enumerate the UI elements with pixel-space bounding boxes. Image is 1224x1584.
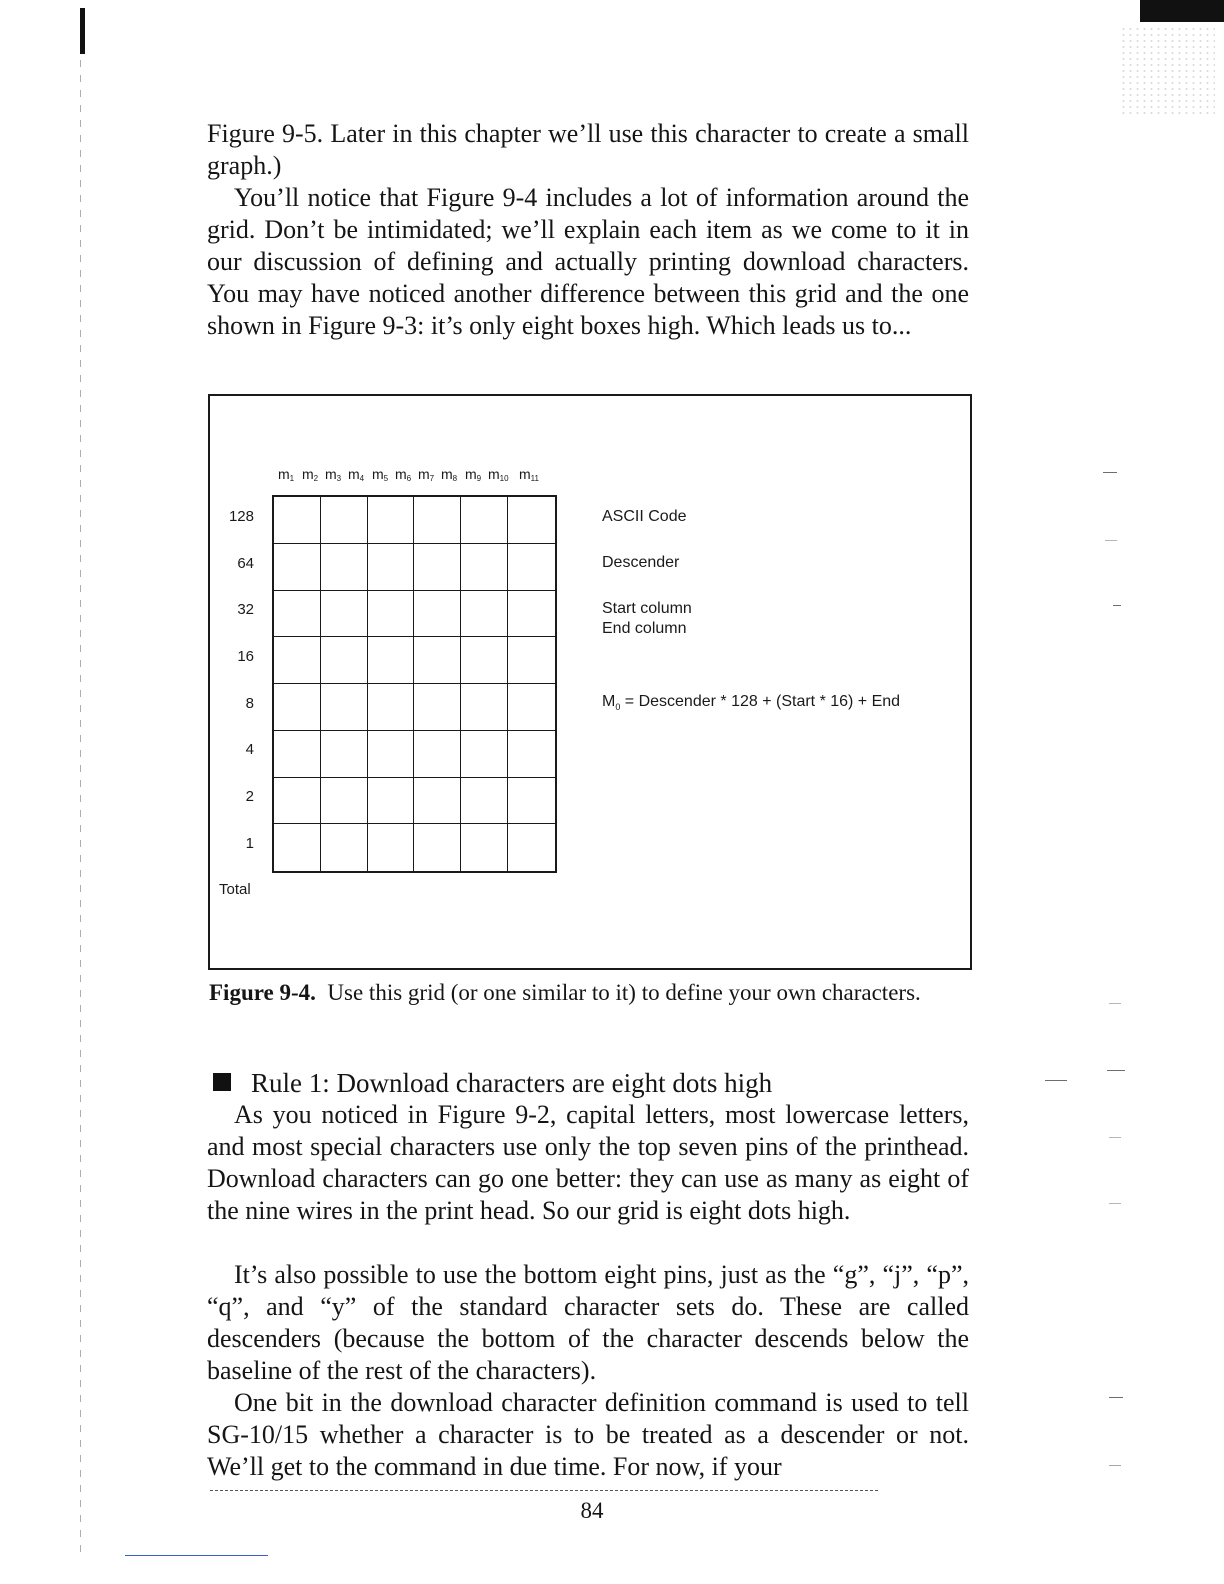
paragraph: It’s also possible to use the bottom eight pins, just as the “g”, “j”, “p”, “q”, and “y” of the standard character sets do. These are called descenders (because the bottom of the character descends below the baseline of the rest of the characters). <box>207 1260 969 1385</box>
scan-artifact-tick <box>1109 1003 1121 1004</box>
caption-text: Use this grid (or one similar to it) to define your own characters. <box>327 980 921 1005</box>
scan-artifact-tick <box>1103 472 1117 473</box>
grid-cell <box>274 544 321 591</box>
column-label: $m_{11}$ <box>519 466 539 483</box>
grid-cell <box>321 778 368 825</box>
row-label: 32 <box>237 601 254 618</box>
grid-cell <box>274 731 321 778</box>
grid-cell <box>321 824 368 871</box>
grid-cell <box>508 637 555 684</box>
annotation-end-column: End column <box>602 620 687 637</box>
row-label: 8 <box>245 695 254 712</box>
column-label: $m_7$ <box>418 466 435 483</box>
grid-cell <box>321 591 368 638</box>
row-label: 64 <box>237 555 254 572</box>
grid-cell <box>274 684 321 731</box>
column-label: $m_2$ <box>302 466 319 483</box>
footer-rule <box>210 1490 878 1491</box>
grid-cell <box>461 731 508 778</box>
grid-cell <box>368 497 415 544</box>
row-label: 16 <box>237 648 254 665</box>
scan-artifact-right-bar <box>1140 0 1224 22</box>
grid-cell <box>461 637 508 684</box>
total-label: Total <box>219 881 251 898</box>
grid-cell <box>414 591 461 638</box>
grid-cell <box>274 778 321 825</box>
scan-artifact-tick <box>1109 1203 1121 1204</box>
row-label: 1 <box>245 835 254 852</box>
grid-cell <box>321 497 368 544</box>
grid-cell <box>274 591 321 638</box>
paragraph: Figure 9-5. Later in this chapter we’ll use this character to create a small graph.) <box>207 119 969 180</box>
figure-caption <box>209 977 970 1008</box>
column-label: $m_6$ <box>395 466 412 483</box>
section-heading-text: Rule 1: Download characters are eight dots high <box>251 1068 773 1098</box>
grid-cell <box>368 637 415 684</box>
column-label: $m_3$ <box>325 466 342 483</box>
column-label: $m_1$ <box>278 466 295 483</box>
scan-artifact-left-bar <box>80 8 85 54</box>
square-bullet-icon <box>213 1073 231 1091</box>
column-label: $m_8$ <box>441 466 458 483</box>
annotation-ascii-code: ASCII Code <box>602 508 687 525</box>
caption-label: Figure 9-4. <box>209 980 316 1005</box>
scan-artifact-tick <box>1109 1465 1121 1466</box>
grid-cell <box>508 684 555 731</box>
grid-cell <box>461 824 508 871</box>
grid-cell <box>321 731 368 778</box>
grid-cell <box>508 778 555 825</box>
scan-artifact-tick <box>1045 1080 1067 1081</box>
paragraph: One bit in the download character definition command is used to tell SG-10/15 whether a character is to be treated as a descender or not. We’ll get to the command in due time. For now, if your <box>207 1388 969 1481</box>
row-label: 2 <box>245 788 254 805</box>
grid-cell <box>321 544 368 591</box>
grid-cell <box>508 544 555 591</box>
grid-cell <box>414 778 461 825</box>
grid-cell <box>414 637 461 684</box>
grid-cell <box>414 684 461 731</box>
grid-cell <box>508 591 555 638</box>
column-label: $m_5$ <box>372 466 389 483</box>
scan-artifact-left-edge <box>80 60 81 1560</box>
scan-artifact-bottom-line <box>125 1555 268 1556</box>
scan-artifact-tick <box>1113 605 1121 606</box>
column-label: $m_{10}$ <box>488 466 509 483</box>
grid-cell <box>414 497 461 544</box>
character-grid <box>272 495 557 873</box>
row-label: 4 <box>245 741 254 758</box>
grid-cell <box>368 544 415 591</box>
row-label: 128 <box>228 508 254 525</box>
grid-cell <box>414 824 461 871</box>
grid-cell <box>274 824 321 871</box>
annotation-start-column: Start column <box>602 600 692 617</box>
annotation-formula: $M_0$ = Descender * 128 + (Start * 16) + End <box>602 693 901 713</box>
grid-cell <box>368 591 415 638</box>
grid-cell <box>274 637 321 684</box>
grid-cell <box>461 684 508 731</box>
grid-cell <box>414 544 461 591</box>
grid-cell <box>414 731 461 778</box>
scan-artifact-tick <box>1107 1070 1125 1071</box>
paragraph: You’ll notice that Figure 9-4 includes a lot of information around the grid. Don’t be intimidated; we’ll explain each item as we come to it in our discussion of defining and actually printing download characters. You may have noticed another difference between this grid and the one shown in Figure 9-3: it’s only eight boxes high. Which leads us to... <box>207 183 969 340</box>
grid-cell <box>461 591 508 638</box>
scan-artifact-right-noise <box>1120 26 1215 116</box>
grid-cell <box>508 497 555 544</box>
column-label: $m_4$ <box>348 466 365 483</box>
page-number: 84 <box>580 1498 604 1523</box>
paragraph: As you noticed in Figure 9-2, capital letters, most lowercase letters, and most special characters use only the top seven pins of the printhead. Download characters can go one better: they can use as many as eight of the nine wires in the print head. So our grid is eight dots high. <box>207 1100 969 1225</box>
scan-artifact-tick <box>1109 1137 1121 1138</box>
grid-cell <box>508 824 555 871</box>
grid-cell <box>461 497 508 544</box>
grid-cell <box>368 824 415 871</box>
column-label: $m_9$ <box>465 466 482 483</box>
grid-cell <box>461 778 508 825</box>
grid-cell <box>274 497 321 544</box>
grid-cell <box>368 778 415 825</box>
section-heading <box>213 1067 772 1099</box>
grid-cell <box>368 684 415 731</box>
grid-cell <box>321 637 368 684</box>
scan-artifact-tick <box>1109 1397 1123 1398</box>
grid-cell <box>321 684 368 731</box>
scan-artifact-tick <box>1105 540 1117 541</box>
annotation-descender: Descender <box>602 554 680 571</box>
grid-cell <box>508 731 555 778</box>
grid-cell <box>461 544 508 591</box>
grid-cell <box>368 731 415 778</box>
